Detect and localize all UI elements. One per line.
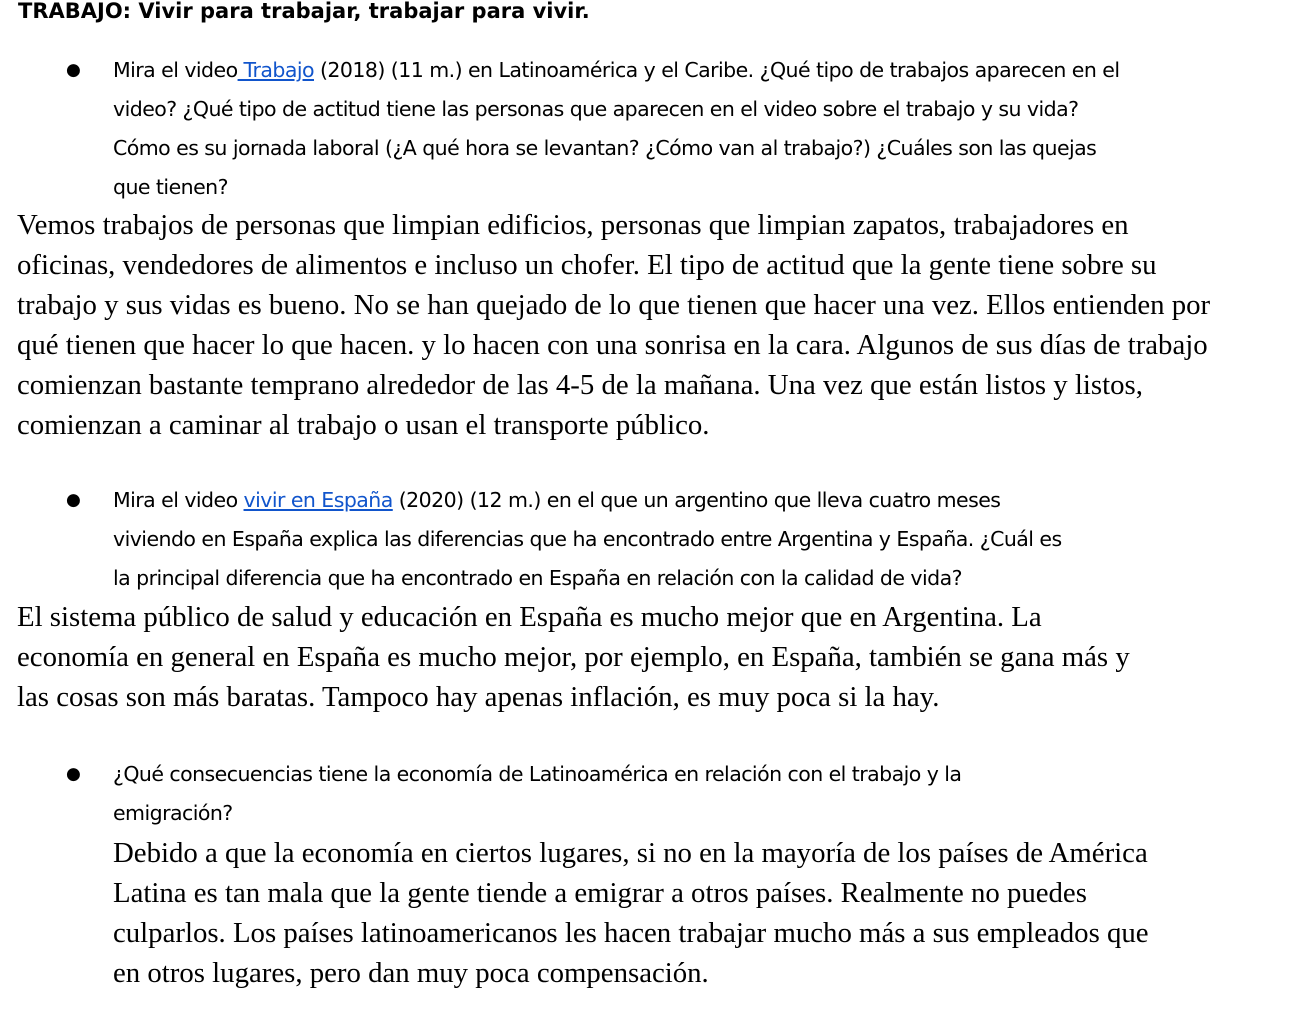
bullet-3: ●: [66, 764, 81, 784]
answer-3-line-4: en otros lugares, pero dan muy poca compensación.: [113, 957, 709, 989]
answer-1: [17, 205, 1210, 445]
question-3-line-1: ¿Qué consecuencias tiene la economía de Latinoamérica en relación con el trabajo y la: [113, 762, 962, 786]
answer-2: [17, 597, 1130, 717]
video-link-trabajo[interactable]: Trabajo: [237, 58, 314, 82]
question-2-line-2: viviendo en España explica las diferencias que ha encontrado entre Argentina y España. ¿Cuál es: [113, 527, 1062, 551]
question-1: [113, 51, 1120, 207]
question-1-line-2: video? ¿Qué tipo de actitud tiene las personas que aparecen en el video sobre el trabajo y su vida?: [113, 97, 1079, 121]
bullet-2: ●: [66, 490, 81, 510]
answer-2-line-3: las cosas son más baratas. Tampoco hay apenas inflación, es muy poca si la hay.: [17, 681, 940, 713]
answer-2-line-2: economía en general en España es mucho mejor, por ejemplo, en España, también se gana más y: [17, 641, 1130, 673]
answer-3-line-3: culparlos. Los países latinoamericanos les hacen trabajar mucho más a sus empleados que: [113, 917, 1149, 949]
video-link-vivir-en-espana[interactable]: vivir en España: [243, 488, 393, 512]
answer-1-line-5: comienzan bastante temprano alrededor de las 4-5 de la mañana. Una vez que están listos y listos,: [17, 369, 1143, 401]
question-1-line-1: Mira el video Trabajo (2018) (11 m.) en Latinoamérica y el Caribe. ¿Qué tipo de trabajos aparecen en el: [113, 58, 1120, 82]
answer-2-line-1: El sistema público de salud y educación en España es mucho mejor que en Argentina. La: [17, 601, 1042, 633]
answer-1-line-2: oficinas, vendedores de alimentos e incluso un chofer. El tipo de actitud que la gente tiene sobre su: [17, 249, 1157, 281]
question-2-line-1: Mira el video vivir en España (2020) (12 m.) en el que un argentino que lleva cuatro meses: [113, 488, 1001, 512]
question-3: [113, 755, 961, 833]
question-1-line-4: que tienen?: [113, 175, 228, 199]
answer-1-line-6: comienzan a caminar al trabajo o usan el transporte público.: [17, 409, 710, 441]
answer-3-line-1: Debido a que la economía en ciertos lugares, si no en la mayoría de los países de América: [113, 837, 1148, 869]
question-2: [113, 481, 1062, 598]
document-title: TRABAJO: Vivir para trabajar, trabajar para vivir.: [18, 0, 590, 23]
answer-1-line-3: trabajo y sus vidas es bueno. No se han quejado de lo que tienen que hacer una vez. Ellos entienden por: [17, 289, 1211, 321]
answer-1-line-1: Vemos trabajos de personas que limpian edificios, personas que limpian zapatos, trabajadores en: [17, 209, 1129, 241]
answer-3-line-2: Latina es tan mala que la gente tiende a emigrar a otros países. Realmente no puedes: [113, 877, 1087, 909]
bullet-1: ●: [66, 60, 81, 80]
question-2-line-3: la principal diferencia que ha encontrado en España en relación con la calidad de vida?: [113, 566, 962, 590]
question-3-line-2: emigración?: [113, 801, 233, 825]
answer-3: [113, 833, 1149, 993]
answer-1-line-4: qué tienen que hacer lo que hacen. y lo hacen con una sonrisa en la cara. Algunos de sus días de trabajo: [17, 329, 1208, 361]
question-1-line-3: Cómo es su jornada laboral (¿A qué hora se levantan? ¿Cómo van al trabajo?) ¿Cuáles son las quejas: [113, 136, 1097, 160]
